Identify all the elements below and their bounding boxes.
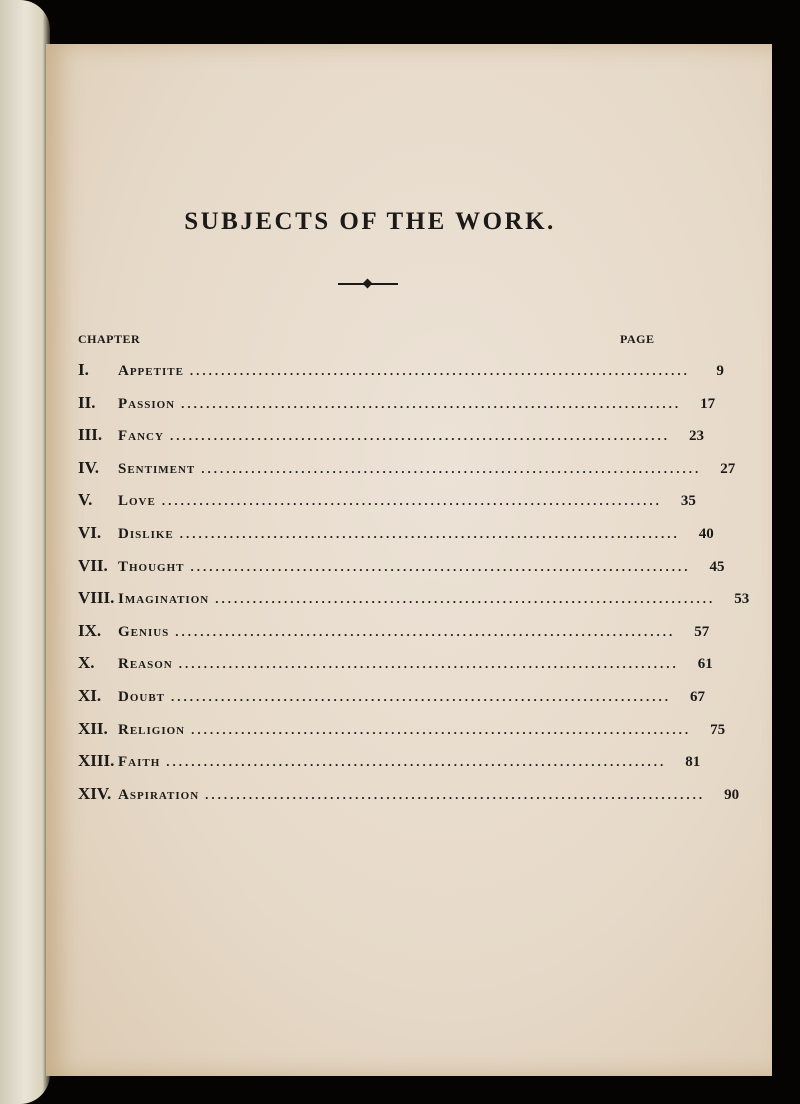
chapter-number: VI. (78, 523, 102, 542)
chapter-name: Fancy (118, 428, 164, 445)
chapter-name: Sentiment (118, 460, 196, 477)
page-number: 81 (685, 754, 701, 771)
dot-leader: ................................................................................ (205, 786, 706, 802)
page-number: 9 (716, 363, 724, 379)
chapter-number: IV. (78, 457, 99, 477)
dot-leader: ................................................................................ (189, 363, 690, 378)
toc-entry (78, 751, 701, 775)
toc-entry (78, 588, 750, 612)
chapter-number: II. (78, 392, 96, 412)
page-number: 57 (694, 623, 710, 640)
chapter-name: Doubt (118, 689, 166, 705)
dot-leader: ................................................................................ (181, 395, 682, 411)
chapter-number: V. (78, 490, 93, 510)
page-number: 75 (710, 721, 726, 738)
dot-leader: ................................................................................ (166, 754, 667, 770)
toc-entry (78, 783, 740, 808)
chapter-number: I. (78, 360, 89, 379)
page-number: 23 (688, 428, 704, 445)
chapter-name: Faith (118, 754, 161, 771)
dot-leader: ................................................................................ (161, 493, 662, 509)
dot-leader: ................................................................................ (178, 656, 679, 672)
chapter-number: VIII. (78, 588, 115, 608)
toc-entry (78, 653, 713, 677)
toc-entry (78, 392, 716, 417)
chapter-number: XIII. (78, 751, 115, 771)
chapter-number: IX. (78, 620, 102, 640)
dot-leader: ................................................................................ (169, 428, 670, 444)
chapter-name: Imagination (118, 591, 210, 608)
chapter-number: XII. (78, 718, 108, 738)
page-number: 17 (700, 395, 716, 412)
dot-leader: ................................................................................ (175, 623, 676, 639)
page-number: 45 (709, 558, 725, 575)
chapter-number: X. (78, 653, 95, 673)
toc-entry (78, 523, 714, 547)
toc-entry (78, 457, 736, 482)
toc-entry (78, 555, 725, 580)
chapter-number: III. (78, 425, 103, 445)
chapter-name: Appetite (118, 363, 184, 379)
page-number: 90 (724, 786, 740, 803)
toc-entry (78, 686, 706, 710)
dot-leader: ................................................................................ (179, 526, 680, 541)
dot-leader: ................................................................................ (171, 689, 672, 704)
chapter-name: Thought (118, 558, 185, 575)
page-number: 61 (697, 656, 713, 673)
chapter-name: Genius (118, 623, 170, 640)
chapter-number: XI. (78, 686, 102, 705)
chapter-number: VII. (78, 555, 108, 575)
toc-entry (78, 620, 710, 645)
chapter-name: Religion (118, 721, 186, 738)
chapter-number: XIV. (78, 783, 112, 803)
chapter-name: Love (118, 493, 156, 510)
page-number: 35 (680, 493, 696, 510)
dot-leader: ................................................................................ (201, 460, 702, 476)
page-number: 27 (720, 460, 736, 477)
toc-entry (78, 360, 724, 384)
chapter-name: Reason (118, 656, 173, 673)
toc-entry (78, 425, 704, 449)
page-title: SUBJECTS OF THE WORK. (184, 208, 556, 235)
page-number: 67 (690, 689, 706, 705)
chapter-header: CHAPTER (78, 332, 141, 346)
facing-page-edge (0, 0, 50, 1104)
dot-leader: ................................................................................ (190, 558, 691, 574)
ornament-divider (338, 282, 398, 286)
page-number: 40 (698, 526, 714, 542)
toc-entry (78, 490, 696, 514)
page-number: 53 (734, 591, 750, 608)
dot-leader: ................................................................................ (191, 721, 692, 737)
chapter-name: Dislike (118, 526, 174, 542)
chapter-name: Passion (118, 395, 176, 412)
page-header: PAGE (620, 332, 655, 346)
chapter-name: Aspiration (118, 786, 200, 803)
dot-leader: ................................................................................ (215, 591, 716, 607)
toc-entry (78, 718, 726, 743)
